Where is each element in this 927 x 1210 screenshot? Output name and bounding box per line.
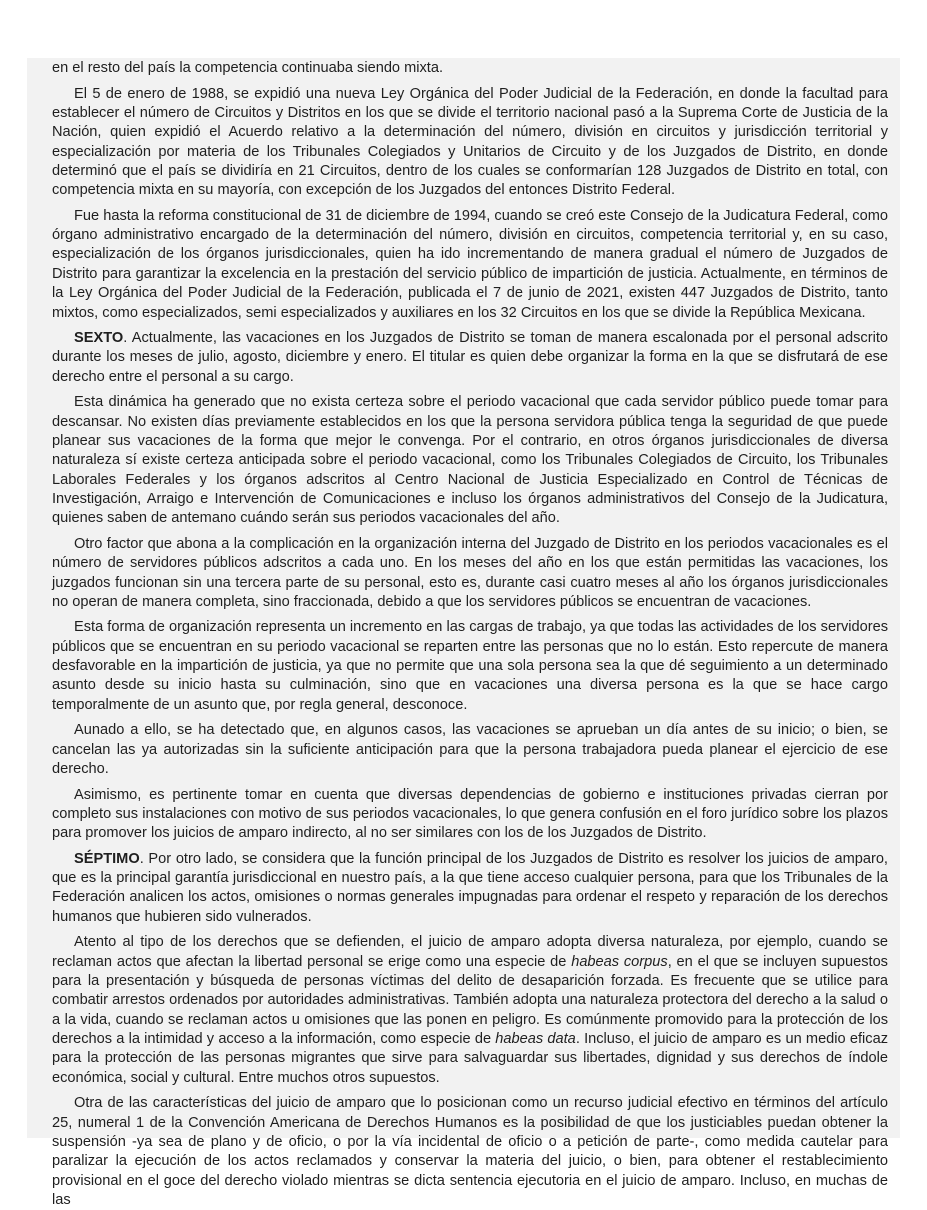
paragraph <box>52 535 888 612</box>
section-heading: SEXTO <box>74 330 124 347</box>
paragraph-text: en el resto del país la competencia continuaba siendo mixta. <box>52 60 444 76</box>
document-page <box>27 58 900 1208</box>
paragraph <box>52 85 888 201</box>
paragraph <box>52 933 888 1088</box>
paragraph-text: Esta dinámica ha generado que no exista certeza sobre el periodo vacacional que cada servidor público puede tomar para descansar. No existen días previamente establecidos en los que la persona servidora pública tenga la seguridad de que puede planear sus vacaciones de la forma que mejor le convenga. Por el contrario, en otros órganos jurisdiccionales de diversa naturaleza sí existe certeza anticipada sobre el periodo vacacional, como los Tribunales Colegiados de Circuito, los Tribunales Laborales Federales y los órganos adscritos al Centro Nacional de Justicia Especializado en Control de Técnicas de Investigación, Arraigo e Intervención de Comunicaciones e incluso los órganos administrativos del Consejo de la Judicatura, quienes saben de antemano cuándo serán sus periodos vacacionales del año. <box>52 394 888 527</box>
paragraph-text: Asimismo, es pertinente tomar en cuenta que diversas dependencias de gobierno e instituciones privadas cierran por completo sus instalaciones con motivo de sus periodos vacacionales, lo que genera confusión en el foro jurídico sobre los plazos para promover los juicios de amparo indirecto, al no ser similares con los de los Juzgados de Distrito. <box>52 786 888 842</box>
paragraph <box>52 393 888 528</box>
document-body <box>52 59 888 1210</box>
section-heading: SÉPTIMO <box>74 850 140 867</box>
paragraph-text: Otro factor que abona a la complicación en la organización interna del Juzgado de Distrito en los periodos vacacionales es el número de servidores públicos adscritos a cada uno. En los meses del año en los que están permitidas las vacaciones, los juzgados funcionan sin una tercera parte de su personal, esto es, durante casi cuatro meses al año los órganos jurisdiccionales no operan de manera completa, sino fraccionada, debido a que los servidores públicos se encuentran de vacaciones. <box>52 535 888 610</box>
paragraph-text: . Por otro lado, se considera que la función principal de los Juzgados de Distrito es resolver los juicios de amparo, que es la principal garantía jurisdiccional en nuestro país, a la que tiene acceso cualquier persona, para que los Tribunales de la Federación analicen los actos, omisiones o normas generales impugnadas para ordenar el respeto y reparación de los derechos humanos que hubieren sido vulnerados. <box>52 850 888 925</box>
emphasis-text: habeas corpus <box>571 953 668 970</box>
paragraph-text: Atento al tipo de los derechos que se defienden, el juicio de amparo adopta diversa naturaleza, por ejemplo, cuando se reclaman actos que afectan la libertad personal se erige como una especie de <box>52 934 888 970</box>
paragraph <box>52 207 888 323</box>
paragraph <box>52 618 888 715</box>
paragraph-text: Aunado a ello, se ha detectado que, en algunos casos, las vacaciones se aprueban un día antes de su inicio; o bien, se cancelan las ya autorizadas sin la suficiente anticipación para que la persona trabajadora pueda planear el ejercicio de ese derecho. <box>52 722 888 777</box>
paragraph <box>52 1094 888 1210</box>
paragraph-text: . Actualmente, las vacaciones en los Juzgados de Distrito se toman de manera escalonada por el personal adscrito durante los meses de julio, agosto, diciembre y enero. El titular es quien debe organizar la forma en la que se disfrutará de ese derecho entre el personal a su cargo. <box>52 330 888 385</box>
paragraph <box>52 786 888 844</box>
paragraph <box>52 721 888 779</box>
paragraph <box>52 850 888 927</box>
paragraph <box>52 329 888 387</box>
paragraph-text: , en el que se incluyen supuestos para la presentación y búsqueda de personas víctimas del delito de desaparición forzada. Es frecuente que se utilice para combatir arrestos ordenados por autoridades administrativas. También adopta una naturaleza protectora del derecho a la salud o a la vida, cuando se reclaman actos u omisiones que las ponen en peligro. Es comúnmente promovido para la protección de los derechos a la intimidad y acceso a la información, como especie de <box>52 953 888 1048</box>
paragraph-text: Fue hasta la reforma constitucional de 31 de diciembre de 1994, cuando se creó este Consejo de la Judicatura Federal, como órgano administrativo encargado de la determinación del número, división en circuitos, competencia territorial y, en su caso, especialización de los órganos jurisdiccionales, quien ha ido incrementando de manera gradual el número de Juzgados de Distrito para garantizar la excelencia en la prestación del servicio público de impartición de justicia. Actualmente, en términos de la Ley Orgánica del Poder Judicial de la Federación, publicada el 7 de junio de 2021, existen 447 Juzgados de Distrito, tanto mixtos, como especializados, semi especializados y auxiliares en los 32 Circuitos en los que se divide la República Mexicana. <box>52 207 888 321</box>
paragraph-text: El 5 de enero de 1988, se expidió una nueva Ley Orgánica del Poder Judicial de la Federación, en donde la facultad para establecer el número de Circuitos y Distritos en los que se divide el territorio nacional pasó a la Suprema Corte de Justicia de la Nación, quien expidió el Acuerdo relativo a la determinación del número, división en circuitos y jurisdicción territorial y especialización por materia de los Tribunales Colegiados y Unitarios de Circuito y de los Juzgados de Distrito, en donde determinó que el país se dividiría en 21 Circuitos, dentro de los cuales se conformarían 128 Juzgados de Distrito en total, con competencia mixta en su mayoría, con excepción de los Juzgados del entonces Distrito Federal. <box>52 85 888 199</box>
emphasis-text: habeas data <box>495 1031 576 1048</box>
paragraph <box>52 59 888 78</box>
paragraph-text: Otra de las características del juicio de amparo que lo posicionan como un recurso judicial efectivo en términos del artículo 25, numeral 1 de la Convención Americana de Derechos Humanos es la posibilidad de que los justiciables puedan obtener la suspensión -ya sea de plano y de oficio, o por la vía incidental de oficio o a petición de parte-, como medida cautelar para paralizar la ejecución de los actos reclamados y conservar la materia del juicio, o bien, para obtener el restablecimiento provisional en el goce del derecho violado mientras se dicta sentencia ejecutoria en el juicio de amparo. Incluso, en muchas de las <box>52 1095 888 1208</box>
paragraph-text: Esta forma de organización representa un incremento en las cargas de trabajo, ya que todas las actividades de los servidores públicos que se encuentran en su periodo vacacional se reparten entre las personas que no lo están. Esto repercute de manera desfavorable en la impartición de justicia, ya que no permite que una sola persona sea la que dé seguimiento a un determinado asunto desde su inicio hasta su culminación, sino que en vacaciones una diversa persona es la que se hace cargo temporalmente de un asunto que, por regla general, desconoce. <box>52 619 888 713</box>
paragraph-text: . Incluso, el juicio de amparo es un medio eficaz para la protección de las personas migrantes que sirve para salvaguardar sus libertades, dignidad y sus derechos de índole económica, social y cultural. Entre muchos otros supuestos. <box>52 1031 889 1086</box>
